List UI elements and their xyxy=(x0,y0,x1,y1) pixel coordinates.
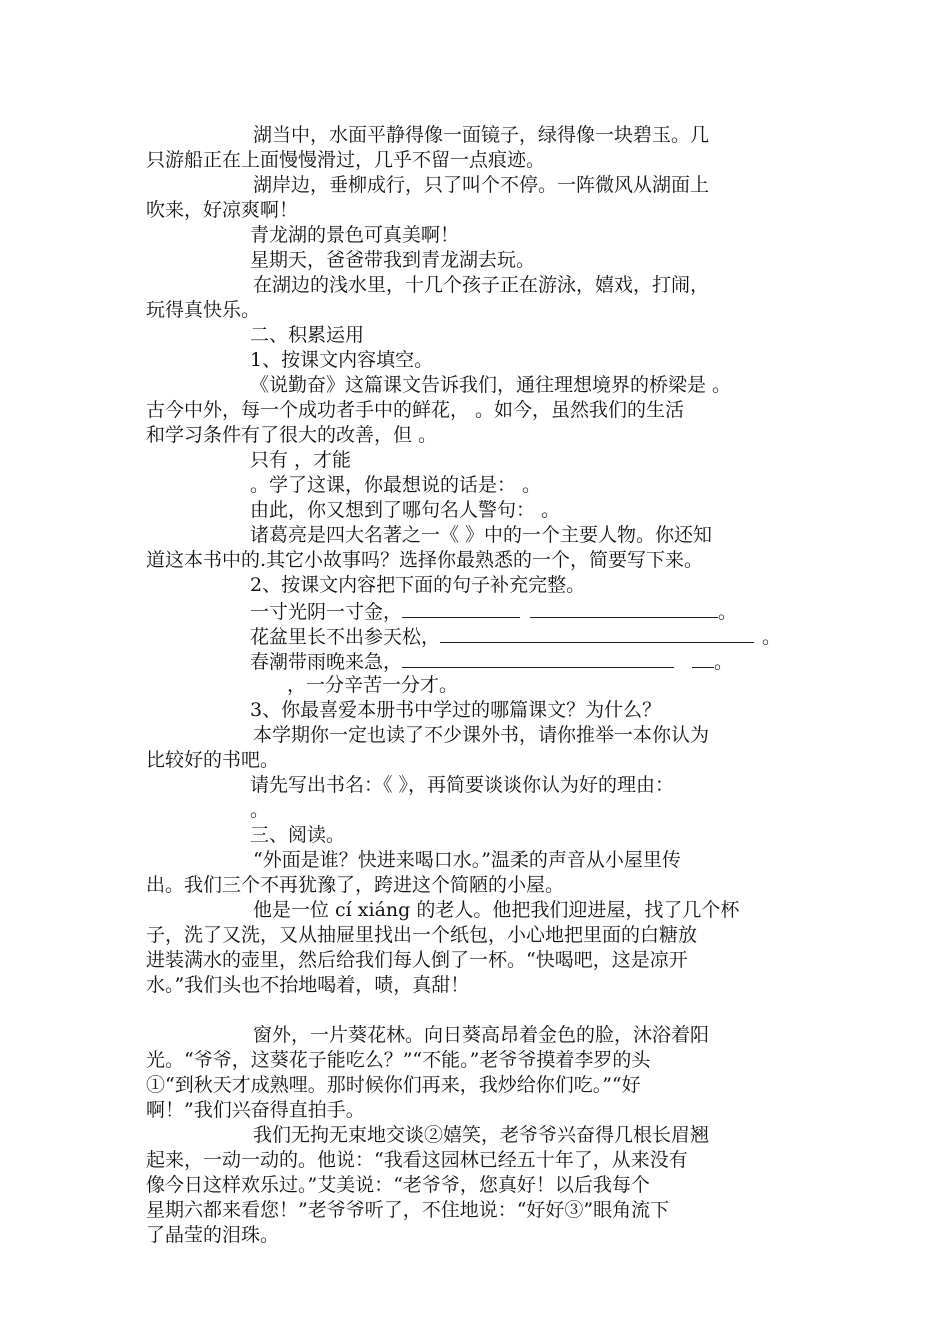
answer-blank[interactable] xyxy=(440,623,754,643)
text-line: 。 xyxy=(250,799,270,821)
text-line: 诸葛亮是四大名著之一《 》中的一个主要人物。你还知 xyxy=(250,524,713,546)
text-line: 吹来，好凉爽啊！ xyxy=(146,199,299,221)
fill-blank-line xyxy=(250,623,781,650)
text-line: 《说勤奋》这篇课文告诉我们，通往理想境界的桥梁是 。 xyxy=(250,374,732,396)
answer-blank[interactable] xyxy=(530,598,718,618)
text-line: 花盆里长不出参天松， xyxy=(250,626,441,648)
text-line: 子，洗了又洗，又从抽屉里找出一个纸包，小心地把里面的白糖放 xyxy=(146,924,698,946)
text-line: 青龙湖的景色可真美啊！ xyxy=(250,224,460,246)
text-line: 由此，你又想到了哪句名人警句： 。 xyxy=(250,499,561,521)
answer-blank[interactable] xyxy=(402,598,520,618)
question-heading: 2、按课文内容把下面的句子补充完整。 xyxy=(250,574,586,596)
text-line: 古今中外，每一个成功者手中的鲜花， 。如今，虽然我们的生活 xyxy=(146,399,685,421)
section-heading: 二、积累运用 xyxy=(250,324,365,346)
text-line: 比较好的书吧。 xyxy=(146,749,280,771)
section-heading: 三、阅读。 xyxy=(250,824,346,846)
text-line: 和学习条件有了很大的改善，但 。 xyxy=(146,424,438,446)
text-line: 啊！”我们兴奋得直拍手。 xyxy=(146,1099,365,1121)
text-line: 玩得真快乐。 xyxy=(146,299,261,321)
answer-blank[interactable] xyxy=(692,648,714,668)
text-line: 在湖边的浅水里，十几个孩子正在游泳，嬉戏，打闹， xyxy=(253,274,710,296)
text-line: 了晶莹的泪珠。 xyxy=(146,1224,280,1246)
answer-blank[interactable] xyxy=(402,648,674,668)
text-line: 星期六都来看您！”老爷爷听了，不住地说：“好好③”眼角流下 xyxy=(146,1199,670,1221)
text-line: 光。“爷爷，这葵花子能吃么？”“不能。”老爷爷摸着李罗的头 xyxy=(146,1049,651,1071)
text-line: 我们无拘无束地交谈②嬉笑，老爷爷兴奋得几根长眉翘 xyxy=(253,1124,710,1146)
text-line: 。 xyxy=(762,626,782,648)
text-line: ，一分辛苦一分才。 xyxy=(287,674,459,696)
fill-blank-line xyxy=(250,598,737,625)
text-line: 湖当中，水面平静得像一面镜子，绿得像一块碧玉。几 xyxy=(253,124,710,146)
text-line: 水。”我们头也不抬地喝着，啧，真甜！ xyxy=(146,974,470,996)
text-line: 窗外，一片葵花林。向日葵高昂着金色的脸，沐浴着阳 xyxy=(253,1024,710,1046)
text-line: “外面是谁？快进来喝口水。”温柔的声音从小屋里传 xyxy=(253,849,681,871)
text-line: 起来，一动一动的。他说：“我看这园林已经五十年了，从来没有 xyxy=(146,1149,688,1171)
text-line: 本学期你一定也读了不少课外书，请你推举一本你认为 xyxy=(253,724,710,746)
fill-blank-line xyxy=(250,648,733,675)
text-line: 出。我们三个不再犹豫了，跨进这个简陋的小屋。 xyxy=(146,874,565,896)
text-line: 。 xyxy=(718,601,738,623)
text-line: 。 xyxy=(714,651,734,673)
text-line: 只游船正在上面慢慢滑过，几乎不留一点痕迹。 xyxy=(146,149,546,171)
text-line: 像今日这样欢乐过。”艾美说：“老爷爷，您真好！以后我每个 xyxy=(146,1174,650,1196)
text-line: 星期天，爸爸带我到青龙湖去玩。 xyxy=(250,249,536,271)
question-heading: 1、按课文内容填空。 xyxy=(250,349,434,371)
text-line: 道这本书中的.其它小故事吗？选择你最熟悉的一个，简要写下来。 xyxy=(146,549,704,571)
text-line: 。学了这课，你最想说的话是： 。 xyxy=(250,474,542,496)
text-line: ①“到秋天才成熟哩。那时候你们再来，我炒给你们吃。”“好 xyxy=(146,1074,641,1096)
text-line: 进装满水的壶里，然后给我们每人倒了一杯。“快喝吧，这是凉开 xyxy=(146,949,688,971)
text-line: 请先写出书名：《 》，再简要谈谈你认为好的理由： xyxy=(250,774,675,796)
text-line: 只有 ，才能 xyxy=(250,449,352,471)
text-line: 一寸光阴一寸金， xyxy=(250,601,403,623)
text-line: 湖岸边，垂柳成行，只了叫个不停。一阵微风从湖面上 xyxy=(253,174,710,196)
text-line: 他是一位 cí xiáng 的老人。他把我们迎进屋，找了几个杯 xyxy=(253,899,740,921)
text-line: 春潮带雨晚来急， xyxy=(250,651,403,673)
question-heading: 3、你最喜爱本册书中学过的哪篇课文？为什么？ xyxy=(250,699,662,721)
